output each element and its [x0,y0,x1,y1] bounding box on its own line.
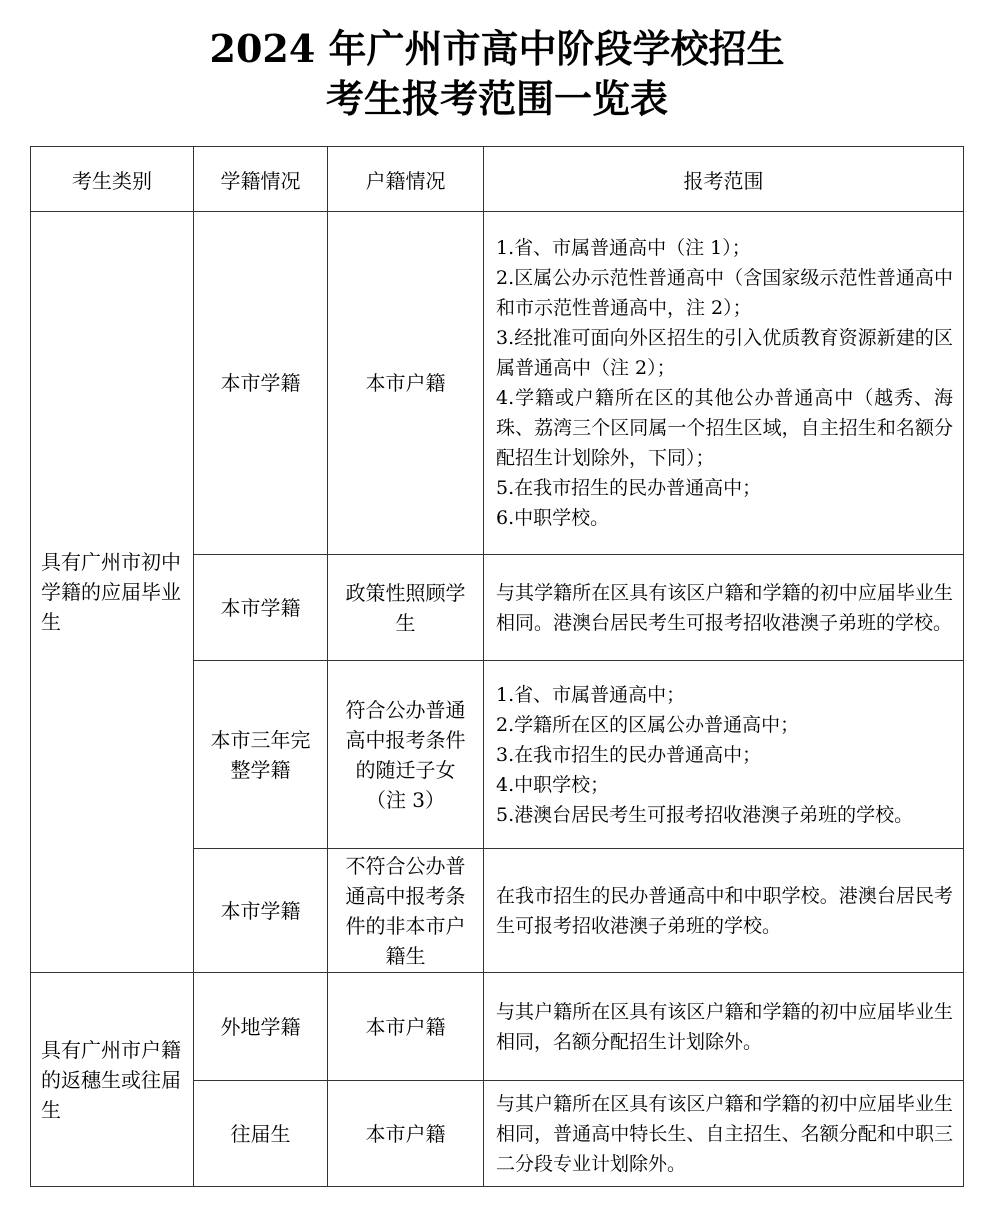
scope-item: 5.港澳台居民考生可报考招收港澳子弟班的学校。 [496,803,914,826]
household-cell: 本市户籍 [328,973,484,1081]
scope-item: 2.区属公办示范性普通高中（含国家级示范性普通高中和市示范性普通高中，注 2）； [496,267,953,319]
header-category: 考生类别 [31,147,194,212]
title-line-1: 2024 年广州市高中阶段学校招生 [209,26,785,71]
household-cell: 本市户籍 [328,1081,484,1187]
header-scope: 报考范围 [484,147,964,212]
scope-item: 3.在我市招生的民办普通高中； [496,743,762,766]
household-cell: 本市户籍 [328,212,484,555]
scope-item: 5.在我市招生的民办普通高中； [496,477,762,499]
household-cell: 不符合公办普通高中报考条件的非本市户籍生 [328,849,484,973]
header-household: 户籍情况 [328,147,484,212]
school-status-cell: 本市学籍 [194,212,328,555]
header-row [31,147,964,212]
scope-item: 与其户籍所在区具有该区户籍和学籍的初中应届毕业生相同，名额分配招生计划除外。 [496,1000,953,1053]
scope-cell [484,849,964,973]
scope-item: 6.中职学校。 [496,507,610,529]
school-status-cell: 本市三年完整学籍 [194,661,328,849]
scope-cell [484,661,964,849]
household-cell: 符合公办普通高中报考条件的随迁子女（注 3） [328,661,484,849]
scope-cell [484,555,964,661]
scope-item: 与其户籍所在区具有该区户籍和学籍的初中应届毕业生相同，普通高中特长生、自主招生、名额分配和中职三二分段专业计划除外。 [496,1092,953,1175]
scope-item: 3.经批准可面向外区招生的引入优质教育资源新建的区属普通高中（注 2）； [496,327,953,379]
scope-item: 1.省、市属普通高中（注 1）； [496,237,751,259]
school-status-cell: 往届生 [194,1081,328,1187]
category-current-graduates: 具有广州市初中学籍的应届毕业生 [31,212,194,973]
header-school-status: 学籍情况 [194,147,328,212]
scope-item: 与其学籍所在区具有该区户籍和学籍的初中应届毕业生相同。港澳台居民考生可报考招收港澳子弟班的学校。 [496,581,953,634]
document-title [0,24,994,124]
scope-item: 4.学籍或户籍所在区的其他公办普通高中（越秀、海珠、荔湾三个区同属一个招生区域，自主招生和名额分配招生计划除外，下同）； [496,387,953,469]
title-line-2: 考生报考范围一览表 [325,76,668,121]
scope-item: 在我市招生的民办普通高中和中职学校。港澳台居民考生可报考招收港澳子弟班的学校。 [496,884,953,937]
category-returning-students: 具有广州市户籍的返穗生或往届生 [31,973,194,1187]
scope-cell [484,1081,964,1187]
scope-cell [484,212,964,555]
school-status-cell: 本市学籍 [194,555,328,661]
household-cell: 政策性照顾学生 [328,555,484,661]
table-row [31,973,964,1081]
scope-item: 2.学籍所在区的区属公办普通高中； [496,713,800,736]
enrollment-scope-table [30,146,964,1187]
scope-item: 4.中职学校； [496,773,610,796]
scope-cell [484,973,964,1081]
scope-item: 1.省、市属普通高中； [496,683,686,706]
table-row [31,212,964,555]
school-status-cell: 本市学籍 [194,849,328,973]
school-status-cell: 外地学籍 [194,973,328,1081]
